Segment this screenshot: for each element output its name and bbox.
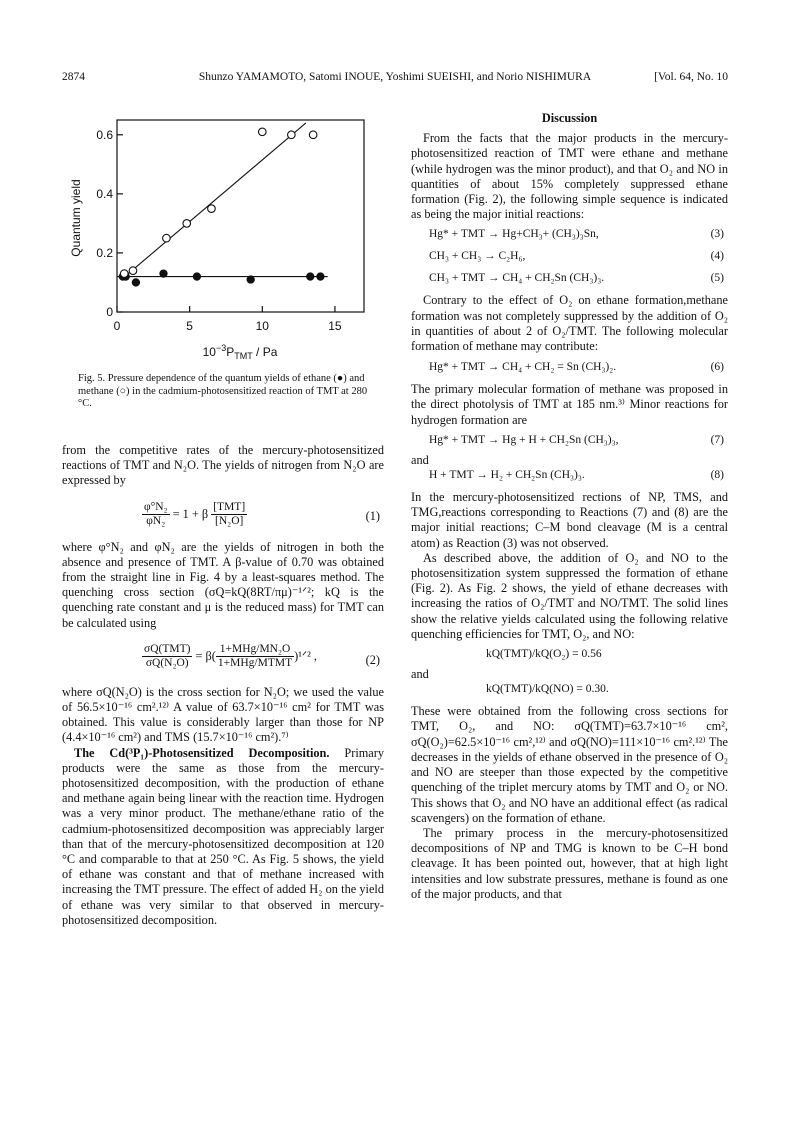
paragraph: These were obtained from the following cross sections for TMT, O₂, and NO: σQ(TMT)=63.7×10⁻¹⁶ cm², σQ(O₂)=62.5×10⁻¹⁶ cm²,¹²⁾ and σQ(NO)=111×10⁻¹⁶ cm².¹²⁾ The decreases in the yields of ethane observed in the presence of O₂ and NO are steeper than those expected by the competitive quenching of the triplet mercury atoms by TMT and O₂ or NO. This shows that O₂ and NO have an additional effect (as radical scavengers) on the formation of ethane. <box>411 704 728 825</box>
methane-point <box>288 131 296 139</box>
paragraph: Contrary to the effect of O₂ on ethane formation,methane formation was not completely suppressed by the addition of O₂ in quantities of about 2 of O₂/TMT. The following molecular formation of methane may contribute: <box>411 293 728 354</box>
paragraph: The primary molecular formation of methane was proposed in the direct photolysis of TMT at 185 nm.³⁾ Minor reactions for hydrogen formation are <box>411 382 728 427</box>
ethane-point <box>132 279 139 286</box>
equation-4: CH₃ + CH₃ → C₂H₆, (4) <box>429 250 724 263</box>
paragraph: The primary process in the mercury-photosensitized decompositions of NP and TMG is known to be C–H bond cleavage. It has been pointed out, however, that at high light intensities and low substrate pressures, methane is found as one of the major products, and that <box>411 825 728 901</box>
figure-caption: Fig. 5. Pressure dependence of the quantum yields of ethane (●) and methane (○) in the cadmium-photosensitized reaction of TMT at 280 °C. <box>78 373 368 409</box>
y-tick-label: 0.4 <box>96 186 113 201</box>
eq1-lhs: $\frac{\text{φ°N₂}}{\text{φN₂}}$ <box>144 500 168 527</box>
volume-info: [Vol. 64, No. 10 <box>654 71 728 83</box>
section-heading: The Cd(³P₁)-Photosensitized Decomposition. <box>74 745 330 760</box>
eq2-number: (2) <box>365 652 380 667</box>
connector-and: and <box>411 452 429 467</box>
paragraph: from the competitive rates of the mercury-photosensitized reactions of TMT and N₂O. The yields of nitrogen from N₂O are expressed by <box>62 443 384 488</box>
ethane-point <box>317 273 324 280</box>
equation-5: CH₃ + TMT → CH₄ + CH₂Sn (CH₃)₃. (5) <box>429 272 724 285</box>
eq2-mid: = β( <box>195 648 216 663</box>
figure-5 <box>62 108 372 370</box>
x-axis-label: $10^{-3}P_{TMT}$ / Pa <box>202 343 278 361</box>
y-tick-label: 0 <box>106 305 113 319</box>
methane-point <box>183 220 191 228</box>
running-header <box>62 71 728 87</box>
equation-6: Hg* + TMT → CH₄ + CH₂ = Sn (CH₃)₂. (6) <box>429 361 724 374</box>
paragraph: As described above, the addition of O₂ and NO to the photosensitization system suppressed the formation of ethane (Fig. 2). As Fig. 2 shows, the yield of ethane decreases with increasing the ratios of O₂/TMT and NO/TMT. The solid lines show the relative yields calculated using the following relative quenching efficiencies for TMT, O₂, and NO: <box>411 550 728 641</box>
eq1-number: (1) <box>365 508 380 523</box>
x-tick-label: 10 <box>255 319 269 333</box>
equation-10: kQ(TMT)/kQ(NO) = 0.30. <box>486 683 609 696</box>
paragraph: where σQ(N₂O) is the cross section for N₂O; we used the value of 56.5×10⁻¹⁶ cm².¹²⁾ A value of 63.7×10⁻¹⁶ cm² for TMT was obtained. This value is considerably larger than those for NP (4.4×10⁻¹⁶ cm²) and TMS (15.7×10⁻¹⁶ cm²).⁷⁾ <box>62 684 384 745</box>
equation-2 <box>62 631 384 685</box>
y-tick-label: 0.6 <box>96 127 113 142</box>
equation-9: kQ(TMT)/kQ(O₂) = 0.56 <box>486 648 602 661</box>
eq2-rhs: $\frac{\text{1+MHg/MN₂O}}{\text{1+MHg/MTMT}}$ <box>217 642 293 669</box>
methane-point <box>208 205 216 213</box>
equation-8: H + TMT → H₂ + CH₂Sn (CH₃)₃. (8) <box>429 469 724 482</box>
x-tick-label: 5 <box>186 319 193 333</box>
methane-point <box>120 270 128 278</box>
quantum-yield-chart <box>62 108 372 370</box>
plot-frame <box>117 120 364 312</box>
equation-3: Hg* + TMT → Hg+CH₃+ (CH₃)₃Sn, (3) <box>429 228 724 241</box>
ethane-point <box>160 270 167 277</box>
left-column <box>62 443 384 928</box>
equation-7: Hg* + TMT → Hg + H + CH₂Sn (CH₃)₃, (7) <box>429 433 724 446</box>
ethane-point <box>193 273 200 280</box>
connector-and: and <box>411 667 429 682</box>
eq1-rhs: $\frac{\text{[TMT]}}{\text{[N₂O]}}$ <box>213 500 246 527</box>
paragraph: In the mercury-photosensitized rections of NP, TMS, and TMG,reactions corresponding to Reactions (7) and (8) are the major initial reactions; C–M bond cleavage (M is a central atom) as Reaction (3) was not observed. <box>411 490 728 550</box>
author-line: Shunzo YAMAMOTO, Satomi INOUE, Yoshimi SUEISHI, and Norio NISHIMURA <box>198 71 592 83</box>
ethane-point <box>307 273 314 280</box>
methane-point <box>258 128 266 136</box>
right-column <box>411 111 728 902</box>
equation-1 <box>62 489 384 540</box>
methane-point <box>163 234 171 242</box>
paragraph: From the facts that the major products in the mercury-photosensitized reaction of TMT were ethane and methane (while hydrogen was the minor product), and that O₂ and NO in quantities of about 15% completely suppressed ethane formation (Fig. 2), the following simple sequence is indicated as being the major initial reactions: <box>411 131 728 222</box>
y-axis-label: Quantum yield <box>69 179 83 257</box>
methane-point <box>309 131 317 139</box>
paragraph: where φ°N₂ and φN₂ are the yields of nitrogen in both the absence and presence of TMT. A β-value of 0.70 was obtained from the straight line in Fig. 4 by a least-squares method. The quenching cross section (σQ=kQ(8RT/πμ)⁻¹ᐟ²; kQ is the quenching rate constant and μ is the reduced mass) for TMT can be calculated using <box>62 539 384 630</box>
x-tick-label: 0 <box>113 319 121 333</box>
methane-fit-line <box>121 123 306 280</box>
methane-point <box>129 267 137 275</box>
eq1-mid: = 1 + β <box>172 506 209 521</box>
paragraph: The Cd(³P₁)-Photosensitized Decomposition. Primary products were the same as those from the mercury-photosensitized decomposition, with the production of ethane and methane again being linear with the reaction time. Hydrogen was a very minor product. The methane/ethane ratio of the cadmium-photosensitized decomposition was appreciably larger than that of the mercury-photosensitized decomposition at 120 °C and comparable to that at 250 °C. As Fig. 5 shows, the yield of ethane was constant and that of methane increased with increasing the TMT pressure. The effect of added H₂ on the yield of ethane was very similar to that observed in mercury-photosensitized decomposition. <box>62 745 384 927</box>
section-heading: Discussion <box>541 111 598 125</box>
x-tick-label: 15 <box>328 319 342 333</box>
y-tick-label: 0.2 <box>96 245 113 260</box>
eq2-lhs: $\frac{\text{σQ(TMT)}}{\text{σQ(N₂O)}}$ <box>144 642 191 669</box>
ethane-point <box>247 276 254 283</box>
page-number: 2874 <box>62 71 85 83</box>
eq2-tail: )¹ᐟ² , <box>294 648 317 663</box>
